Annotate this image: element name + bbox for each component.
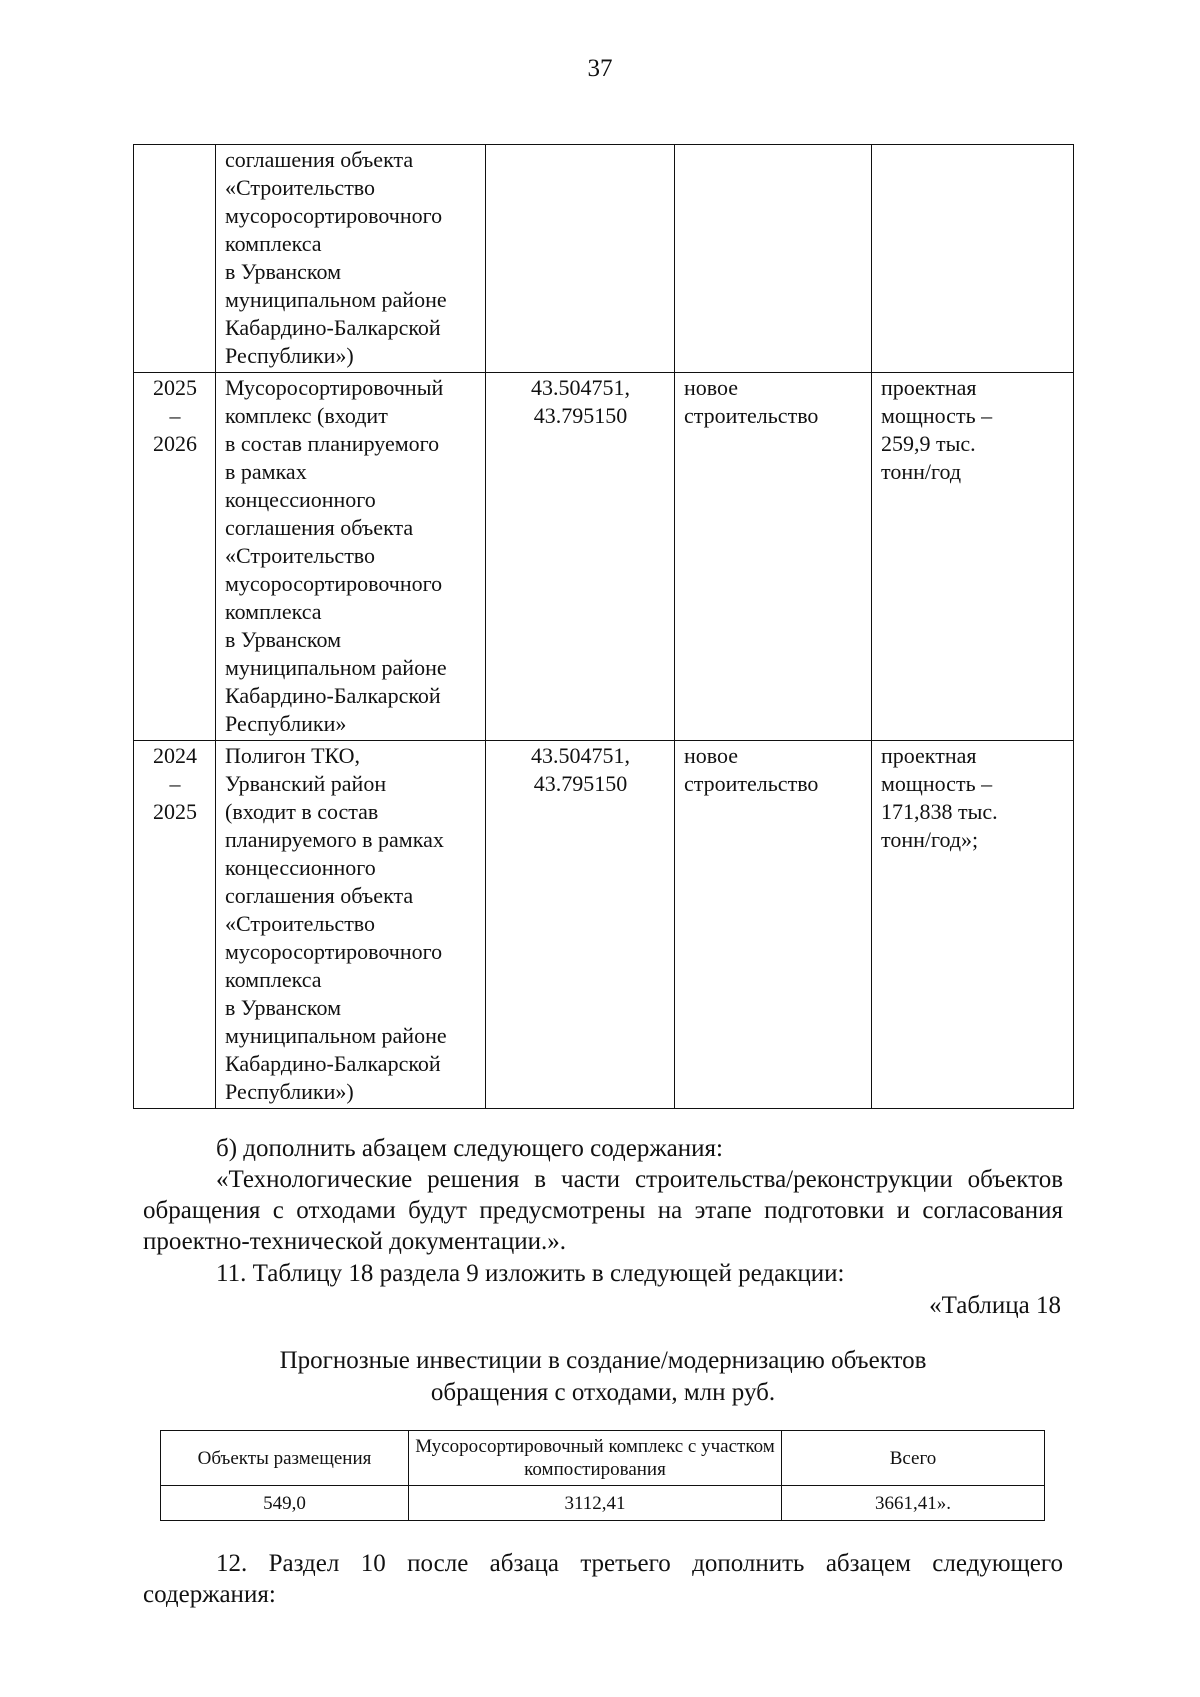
column-header: Объекты размещения: [161, 1431, 409, 1486]
years-cell: 2024 – 2025: [134, 741, 216, 1109]
table-cell: 3112,41: [409, 1486, 782, 1521]
capacity-cell: проектная мощность – 259,9 тыс. тонн/год: [872, 373, 1074, 741]
coordinates-cell: 43.504751, 43.795150: [486, 741, 675, 1109]
years-cell: [134, 145, 216, 373]
years-cell: 2025 – 2026: [134, 373, 216, 741]
object-name-cell: Полигон ТКО, Урванский район (входит в состав планируемого в рамках концессионного соглашения объекта «Строительство мусоросортировочного комплекса в Урванском муниципальном районе Кабардино-Балкарской Республики»): [216, 741, 486, 1109]
work-type-cell: новое строительство: [675, 741, 872, 1109]
object-name-cell: соглашения объекта «Строительство мусоросортировочного комплекса в Урванском муниципальном районе Кабардино-Балкарской Республики»): [216, 145, 486, 373]
investments-table: [160, 1430, 1045, 1521]
facilities-table: [133, 144, 1074, 1109]
coordinates-cell: [486, 145, 675, 373]
capacity-cell: [872, 145, 1074, 373]
paragraph-b: б) дополнить абзацем следующего содержания:: [216, 1135, 723, 1162]
table-header-row: [161, 1431, 1045, 1486]
table-cell: 549,0: [161, 1486, 409, 1521]
paragraph-quote: «Технологические решения в части строительства/реконструкции объектов обращения с отходами будут предусмотрены на этапе подготовки и согласования проектно-технической документации.».: [143, 1166, 1063, 1255]
table-row: [134, 741, 1074, 1109]
object-name-cell: Мусоросортировочный комплекс (входит в состав планируемого в рамках концессионного соглашения объекта «Строительство мусоросортировочного комплекса в Урванском муниципальном районе Кабардино-Балкарской Республики»: [216, 373, 486, 741]
column-header: Мусоросортировочный комплекс с участком компостирования: [409, 1431, 782, 1486]
table-row: [161, 1486, 1045, 1521]
table-caption: Прогнозные инвестиции в создание/модернизацию объектов обращения с отходами, млн руб.: [279, 1347, 927, 1406]
column-header: Всего: [782, 1431, 1045, 1486]
table-row: [134, 145, 1074, 373]
table-row: [134, 373, 1074, 741]
work-type-cell: [675, 145, 872, 373]
table-label: «Таблица 18: [929, 1292, 1061, 1319]
capacity-cell: проектная мощность – 171,838 тыс. тонн/год»;: [872, 741, 1074, 1109]
paragraph-11: 11. Таблицу 18 раздела 9 изложить в следующей редакции:: [216, 1260, 845, 1287]
table-cell: 3661,41».: [782, 1486, 1045, 1521]
page-number: 37: [587, 55, 613, 82]
work-type-cell: новое строительство: [675, 373, 872, 741]
paragraph-12: 12. Раздел 10 после абзаца третьего дополнить абзацем следующего содержания:: [143, 1550, 1063, 1608]
coordinates-cell: 43.504751, 43.795150: [486, 373, 675, 741]
